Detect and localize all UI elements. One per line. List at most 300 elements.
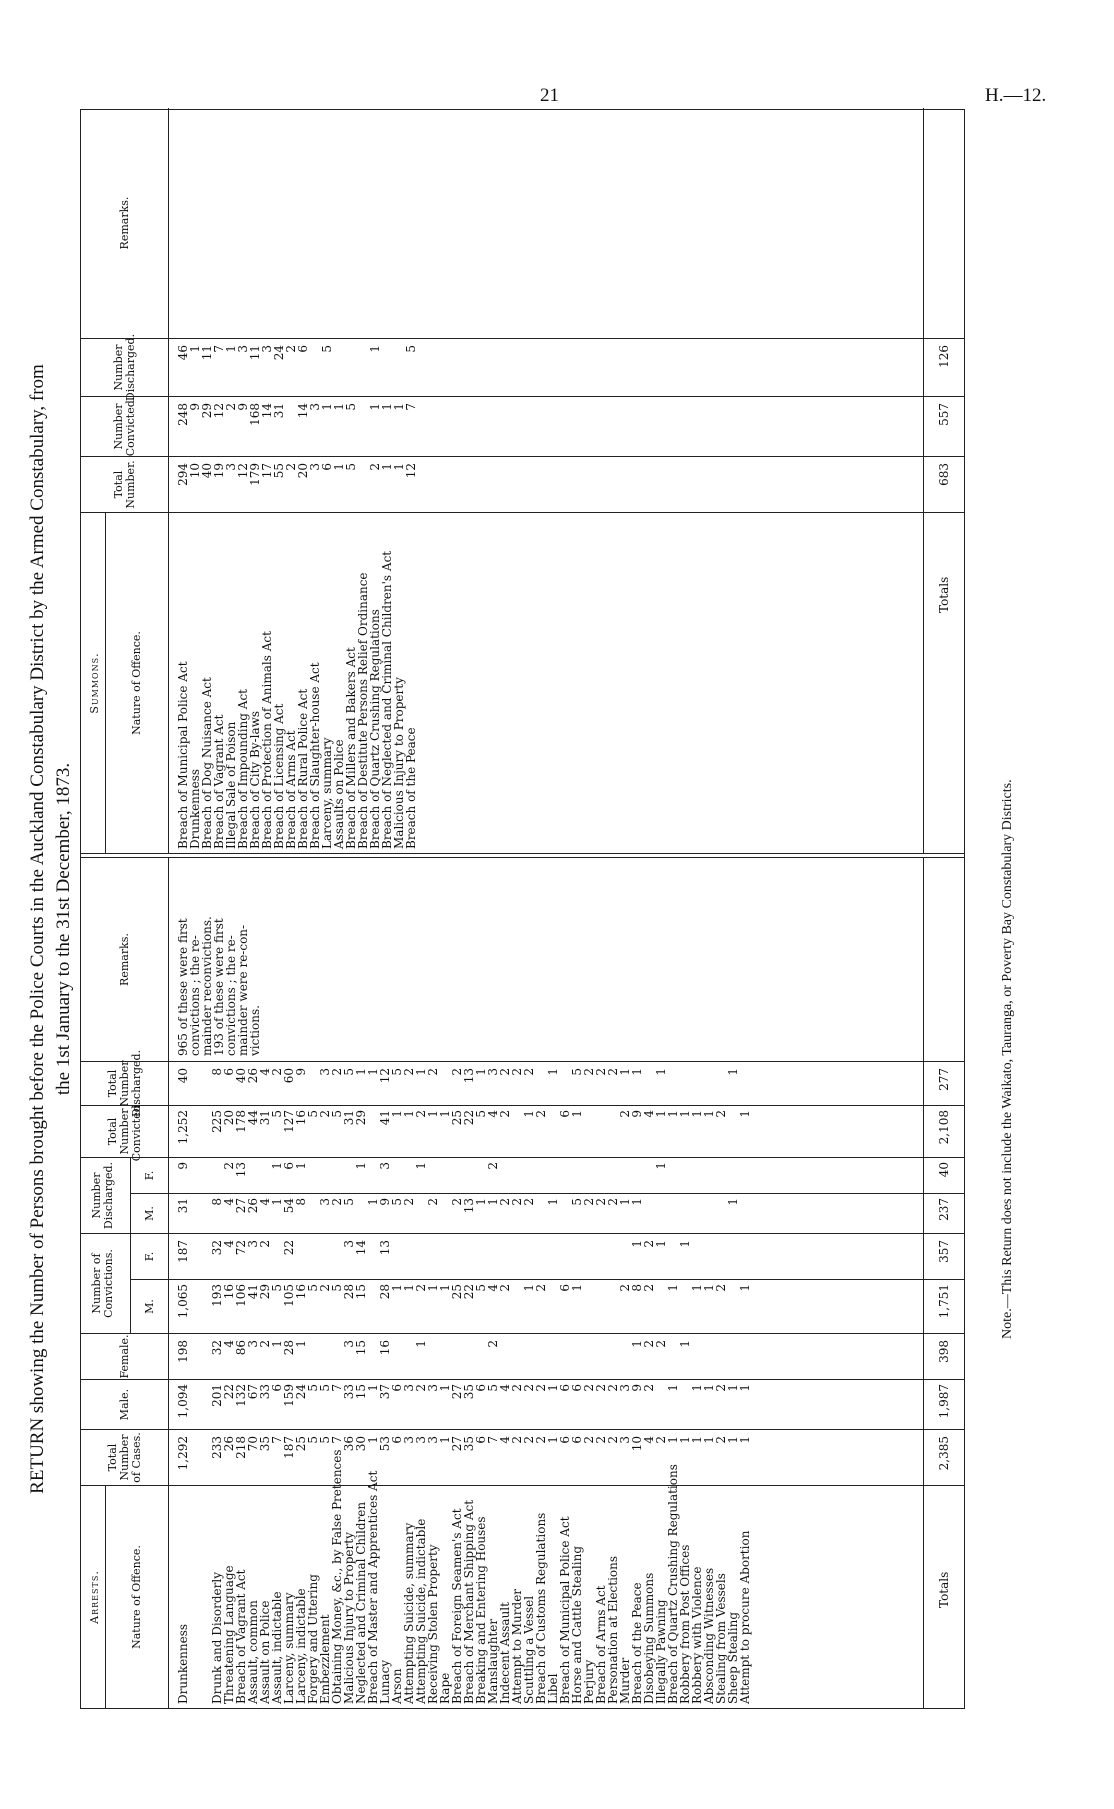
total-cases-cell: 27	[450, 1436, 464, 1452]
convictions-m-cell: 4	[486, 1284, 500, 1292]
discharged-m-cell: 2	[594, 1198, 608, 1206]
total-discharged-cell: 40	[176, 1068, 190, 1084]
offence-name: Breach of Destitute Persons Relief Ordinance	[356, 572, 370, 849]
summons-total-discharged: 126	[937, 345, 951, 368]
convictions-f-cell	[295, 1240, 307, 1280]
convictions-f-cell	[523, 1240, 535, 1280]
total-cases-cell: 7	[270, 1436, 284, 1444]
offence-name: Personation at Elections	[606, 1555, 620, 1704]
female-cell: 2	[642, 1340, 656, 1348]
convictions-f-cell: 22	[282, 1240, 296, 1256]
total-discharged-cell: 1	[654, 1068, 668, 1076]
total-discharged-cell: 40	[234, 1068, 248, 1084]
total-discharged-cell	[679, 1068, 691, 1106]
female-cell: 32	[210, 1340, 224, 1356]
summons-body	[169, 108, 964, 853]
offence-name: Larceny, indictable	[294, 1588, 308, 1704]
total-convicted-cell	[583, 1110, 595, 1158]
summons-total-total: 683	[937, 463, 951, 486]
offence-name: Murder	[618, 1657, 632, 1704]
offence-name: Drunk and Disorderly	[210, 1572, 224, 1704]
total-discharged-cell: 6	[222, 1068, 236, 1076]
male-cell: 1	[546, 1384, 560, 1392]
discharged-f-cell	[391, 1162, 403, 1194]
total-cases-cell: 10	[630, 1436, 644, 1452]
table-row	[607, 858, 619, 1708]
total-cases-cell: 1	[546, 1436, 560, 1444]
convictions-f-cell: 3	[342, 1240, 356, 1248]
offence-name: Breach of Municipal Police Act	[176, 661, 190, 849]
female-cell: 1	[678, 1340, 692, 1348]
summons-total-cell: 2	[284, 463, 298, 471]
summons-discharged-cell: 3	[236, 345, 250, 353]
convictions-f-cell: 14	[354, 1240, 368, 1256]
discharged-f-cell	[703, 1162, 715, 1194]
male-cell: 1,094	[176, 1384, 190, 1419]
offence-name: Perjury	[582, 1659, 596, 1704]
arrests-col-convictions: Number of Convictions.	[81, 1234, 131, 1334]
discharged-f-cell	[451, 1162, 463, 1194]
offence-name: Breach of Master and Apprentices Act	[366, 1470, 380, 1704]
total-convicted-cell: 2	[318, 1110, 332, 1118]
totals-label: Totals	[937, 576, 951, 613]
discharged-f-cell	[691, 1162, 703, 1194]
discharged-m-cell: 1	[366, 1198, 380, 1206]
total-convicted-cell: 5	[306, 1110, 320, 1118]
convictions-f-cell	[403, 1240, 415, 1280]
female-cell	[727, 1340, 739, 1380]
discharged-f-cell: 6	[282, 1162, 296, 1170]
summons-discharged-cell	[357, 345, 369, 397]
total-cases-cell: 4	[498, 1436, 512, 1444]
offence-name: Lunacy	[378, 1659, 392, 1704]
title-line-2: the 1st January to the 31st December, 1873.	[53, 762, 74, 1096]
offence-name: Attempting Suicide, indictable	[414, 1518, 428, 1704]
summons-total-cell: 1	[380, 463, 394, 471]
offence-name: Breach of Dog Nuisance Act	[200, 677, 214, 849]
female-cell: 4	[222, 1340, 236, 1348]
total-convicted-cell: 44	[246, 1110, 260, 1126]
total-convicted-cell: 16	[294, 1110, 308, 1126]
convictions-f-cell: 4	[222, 1240, 236, 1248]
summons-col-convicted: Number Convicted.	[81, 397, 168, 457]
convictions-f-cell	[415, 1240, 427, 1280]
total-cases-cell: 26	[222, 1436, 236, 1452]
summons-convicted-cell: 12	[212, 403, 226, 419]
total-discharged-cell: 2	[270, 1068, 284, 1076]
male-cell: 2	[414, 1384, 428, 1392]
discharged-f-cell	[511, 1162, 523, 1194]
total-cases-cell: 5	[318, 1436, 332, 1444]
convictions-f-cell: 32	[210, 1240, 224, 1256]
total-convicted-cell: 31	[258, 1110, 272, 1126]
convictions-m-cell: 41	[246, 1284, 260, 1300]
summons-convicted-cell: 9	[188, 403, 202, 411]
summons-totals-row	[923, 108, 964, 853]
offence-name: Drunkenness	[188, 768, 202, 849]
male-cell: 2	[642, 1384, 656, 1392]
offence-name: Breach of Impounding Act	[236, 689, 250, 849]
discharged-m-cell: 2	[498, 1198, 512, 1206]
offence-name: Breaking and Entering Houses	[474, 1516, 488, 1704]
offence-name: Breach of Neglected and Criminal Children's Act	[380, 550, 394, 849]
female-cell: 15	[354, 1340, 368, 1356]
female-cell	[511, 1340, 523, 1380]
convictions-m-cell: 2	[414, 1284, 428, 1292]
female-cell	[571, 1340, 583, 1380]
table-row	[405, 108, 417, 853]
discharged-m-cell: 4	[222, 1198, 236, 1206]
summons-col-nature: Nature of Offence.	[129, 631, 143, 735]
discharged-f-cell: 1	[270, 1162, 284, 1170]
offence-name: Manslaughter	[486, 1618, 500, 1704]
discharged-f-cell	[583, 1162, 595, 1194]
total-cases-cell: 3	[618, 1436, 632, 1444]
female-cell: 3	[246, 1340, 260, 1348]
rotated-return-page	[0, 109, 1040, 1809]
summons-col-remarks: Remarks.	[81, 108, 168, 339]
total-convicted-cell: 31	[342, 1110, 356, 1126]
discharged-f-cell: 2	[486, 1162, 500, 1170]
offence-name: Stealing from Vessels	[714, 1573, 728, 1704]
male-cell: 6	[558, 1384, 572, 1392]
summons-convicted-cell: 168	[248, 403, 262, 426]
discharged-f-cell: 3	[378, 1162, 392, 1170]
arrests-col-remarks: Remarks.	[81, 858, 168, 1062]
offence-name: Obtaining Money, &c., by False Pretences	[330, 1449, 344, 1704]
summons-total-cell: 5	[344, 463, 358, 471]
total-cases-cell: 1	[702, 1436, 716, 1444]
total-cases-cell: 2	[594, 1436, 608, 1444]
male-cell: 3	[426, 1384, 440, 1392]
convictions-m-cell: 28	[378, 1284, 392, 1300]
discharged-m-cell: 5	[342, 1198, 356, 1206]
male-cell: 22	[222, 1384, 236, 1400]
total-convicted-cell: 1	[426, 1110, 440, 1118]
total-convicted-cell: 1	[402, 1110, 416, 1118]
male-cell: 27	[450, 1384, 464, 1400]
discharged-f-cell: 1	[654, 1162, 668, 1170]
convictions-m-cell: 1	[690, 1284, 704, 1292]
convictions-f-cell: 2	[258, 1240, 272, 1248]
female-cell: 2	[486, 1340, 500, 1348]
total-convicted-cell: 2	[714, 1110, 728, 1118]
total-discharged-cell: 4	[258, 1068, 272, 1076]
offence-name: Assault, common	[246, 1600, 260, 1704]
offence-name: Breach of Protection of Animals Act	[260, 631, 274, 849]
total-cases-cell: 2	[714, 1436, 728, 1444]
table-row	[379, 858, 391, 1708]
convictions-m-cell: 28	[342, 1284, 356, 1300]
summons-section-label: Summons.	[85, 513, 106, 853]
arrests-remarks	[177, 916, 261, 1056]
offence-name: Illegally Pawning	[654, 1599, 668, 1704]
discharged-f-cell	[535, 1162, 547, 1194]
total-discharged-cell: 2	[594, 1068, 608, 1076]
convictions-m-cell: 5	[330, 1284, 344, 1292]
summons-discharged-cell: 5	[320, 345, 334, 353]
summons-total-cell: 294	[176, 463, 190, 486]
summons-discharged-cell: 3	[260, 345, 274, 353]
summons-discharged-cell: 1	[188, 345, 202, 353]
offence-name: Breach of City By-laws	[248, 710, 262, 849]
offence-name: Illegal Sale of Poison	[224, 721, 238, 849]
offence-name: Sheep Stealing	[726, 1611, 740, 1704]
table-row	[535, 858, 547, 1708]
discharged-f-cell	[595, 1162, 607, 1194]
male-cell: 132	[234, 1384, 248, 1407]
total-discharged-f: 40	[937, 1162, 951, 1178]
table-row	[715, 858, 727, 1708]
male-cell: 3	[618, 1384, 632, 1392]
discharged-m-cell: 1	[726, 1198, 740, 1206]
summons-discharged-cell	[345, 345, 357, 397]
summons-convicted-cell: 248	[176, 403, 190, 426]
discharged-m-cell: 9	[378, 1198, 392, 1206]
total-convicted-cell	[595, 1110, 607, 1158]
discharged-f-cell	[559, 1162, 571, 1194]
total-discharged-cell: 2	[582, 1068, 596, 1076]
summons-convicted-cell: 14	[296, 403, 310, 419]
convictions-f-cell: 3	[246, 1240, 260, 1248]
convictions-m-cell: 15	[354, 1284, 368, 1300]
discharged-m-cell	[703, 1198, 715, 1234]
summons-rows	[177, 108, 417, 853]
female-cell	[547, 1340, 559, 1380]
summons-discharged-cell: 11	[248, 345, 262, 361]
summons-discharged-cell: 1	[224, 345, 238, 353]
total-discharged-cell: 2	[426, 1068, 440, 1076]
table-row	[283, 858, 295, 1708]
offence-name: Breach of Quartz Crushing Regulations	[666, 1464, 680, 1704]
convictions-f-cell	[511, 1240, 523, 1280]
total-discharged-cell: 2	[330, 1068, 344, 1076]
male-cell: 1	[702, 1384, 716, 1392]
total-discharged-cell: 8	[210, 1068, 224, 1076]
offence-name: Libel	[546, 1673, 560, 1704]
total-discharged-cell	[703, 1068, 715, 1106]
summons-discharged-cell	[381, 345, 393, 397]
male-cell: 1	[438, 1384, 452, 1392]
summons-discharged-cell: 7	[212, 345, 226, 353]
summons-convicted-cell: 29	[200, 403, 214, 419]
table-row	[583, 858, 595, 1708]
total-cases-cell: 218	[234, 1436, 248, 1459]
convictions-f-cell: 72	[234, 1240, 248, 1256]
offence-name: Neglected and Criminal Children	[354, 1501, 368, 1704]
female-cell: 1	[270, 1340, 284, 1348]
offence-name: Larceny, summary	[282, 1592, 296, 1704]
female-cell	[451, 1340, 463, 1380]
discharged-m-cell	[679, 1198, 691, 1234]
summons-col-total: Total Number.	[81, 457, 168, 513]
total-cases-cell: 25	[294, 1436, 308, 1452]
female-cell	[703, 1340, 715, 1380]
total-cases-cell: 53	[378, 1436, 392, 1452]
total-cases-cell: 3	[414, 1436, 428, 1444]
total-discharged-cell: 1	[618, 1068, 632, 1076]
total-convictions-m: 1,751	[937, 1284, 951, 1319]
discharged-f-cell	[319, 1162, 331, 1194]
total-convicted-cell: 225	[210, 1110, 224, 1133]
male-cell: 7	[330, 1384, 344, 1392]
discharged-m-cell: 1	[618, 1198, 632, 1206]
total-total-discharged: 277	[937, 1068, 951, 1091]
summons-block	[81, 108, 964, 853]
discharged-m-cell	[691, 1198, 703, 1234]
convictions-m-cell: 2	[498, 1284, 512, 1292]
summons-discharged-cell	[309, 345, 321, 397]
summons-discharged-cell	[333, 345, 345, 397]
total-cases-cell: 7	[330, 1436, 344, 1444]
male-cell: 35	[462, 1384, 476, 1400]
total-discharged-cell: 1	[630, 1068, 644, 1076]
discharged-f-cell	[247, 1162, 259, 1194]
total-discharged-cell: 2	[522, 1068, 536, 1076]
total-convicted-cell: 25	[450, 1110, 464, 1126]
discharged-m-cell: 1	[270, 1198, 284, 1206]
discharged-f-cell: 9	[176, 1162, 190, 1170]
female-cell	[715, 1340, 727, 1380]
convictions-m-cell: 1,065	[176, 1284, 190, 1319]
summons-total-convicted: 557	[937, 403, 951, 426]
female-cell	[535, 1340, 547, 1380]
page-code: H.—12.	[985, 85, 1047, 106]
convictions-m-cell: 1	[570, 1284, 584, 1292]
total-discharged-cell: 12	[378, 1068, 392, 1084]
total-convicted-cell: 29	[354, 1110, 368, 1126]
discharged-m-cell: 8	[294, 1198, 308, 1206]
summons-total-cell: 179	[248, 463, 262, 486]
total-cases-cell: 2	[522, 1436, 536, 1444]
summons-total-cell: 20	[296, 463, 310, 479]
convictions-f-cell	[319, 1240, 331, 1280]
total-cases-cell: 36	[342, 1436, 356, 1452]
male-cell: 6	[390, 1384, 404, 1392]
total-cases-cell: 6	[390, 1436, 404, 1444]
offence-name: Assaults on Police	[332, 739, 346, 849]
convictions-m-cell: 106	[234, 1284, 248, 1307]
footnote: Note.—This Return does not include the Waikato, Tauranga, or Poverty Bay Constabulary Districts.	[1000, 779, 1015, 1339]
total-convicted-cell: 1	[390, 1110, 404, 1118]
total-convicted-cell: 6	[558, 1110, 572, 1118]
table-row	[619, 858, 631, 1708]
discharged-m-cell: 1	[630, 1198, 644, 1206]
total-convicted-cell: 127	[282, 1110, 296, 1133]
summons-discharged-cell: 5	[404, 345, 418, 353]
convictions-m-cell: 1	[702, 1284, 716, 1292]
male-cell: 2	[522, 1384, 536, 1392]
table-row	[499, 858, 511, 1708]
summons-convicted-cell: 1	[320, 403, 334, 411]
discharged-f-cell	[667, 1162, 679, 1194]
discharged-m-cell: 2	[402, 1198, 416, 1206]
discharged-f-cell: 13	[234, 1162, 248, 1178]
convictions-m-cell: 8	[630, 1284, 644, 1292]
summons-convicted-cell: 5	[344, 403, 358, 411]
male-cell: 2	[594, 1384, 608, 1392]
convictions-m-cell	[595, 1284, 607, 1334]
total-convicted-cell: 4	[642, 1110, 656, 1118]
total-cases-cell: 1	[666, 1436, 680, 1444]
total-cases-cell: 5	[306, 1436, 320, 1444]
offence-name: Horse and Cattle Stealing	[570, 1546, 584, 1704]
table-row	[475, 858, 487, 1708]
convictions-f-cell	[607, 1240, 619, 1280]
arrests-col-discharged: Number Discharged.	[81, 1158, 131, 1234]
discharged-f-cell	[307, 1162, 319, 1194]
title-line-1: RETURN showing the Number of Persons brought before the Police Courts in the Auckland Constabulary District by the Armed Constabulary, from	[27, 364, 48, 1494]
discharged-f-cell: 1	[294, 1162, 308, 1170]
offence-name: Larceny, summary	[320, 737, 334, 849]
male-cell: 33	[258, 1384, 272, 1400]
offence-name: Breach of Vagrant Act	[212, 714, 226, 849]
total-discharged-cell: 5	[342, 1068, 356, 1076]
total-discharged-cell: 1	[414, 1068, 428, 1076]
male-cell: 1	[690, 1384, 704, 1392]
offence-name: Breach of Licensing Act	[272, 703, 286, 849]
male-cell: 1	[666, 1384, 680, 1392]
discharged-f-cell	[331, 1162, 343, 1194]
summons-total-cell: 3	[224, 463, 238, 471]
totals-label: Totals	[937, 1571, 951, 1608]
male-cell: 159	[282, 1384, 296, 1407]
offence-name: Breach of the Peace	[404, 727, 418, 849]
total-convicted-cell: 2	[534, 1110, 548, 1118]
total-convicted-cell: 178	[234, 1110, 248, 1133]
convictions-m-cell: 6	[558, 1284, 572, 1292]
total-male: 1,987	[937, 1384, 951, 1419]
discharged-f-cell	[463, 1162, 475, 1194]
summons-total-cell: 12	[404, 463, 418, 479]
convictions-m-cell: 1	[390, 1284, 404, 1292]
female-cell	[499, 1340, 511, 1380]
total-cases-cell: 1	[438, 1436, 452, 1444]
summons-convicted-cell: 1	[392, 403, 406, 411]
female-cell: 1	[630, 1340, 644, 1348]
discharged-f-cell	[607, 1162, 619, 1194]
female-cell: 1	[414, 1340, 428, 1348]
convictions-m-cell: 5	[474, 1284, 488, 1292]
summons-total-cell: 12	[236, 463, 250, 479]
discharged-m-cell: 2	[582, 1198, 596, 1206]
total-cases-cell: 6	[474, 1436, 488, 1444]
total-cases-cell: 1	[726, 1436, 740, 1444]
convictions-f-cell	[487, 1240, 499, 1280]
arrests-header	[81, 858, 169, 1708]
convictions-m-cell: 29	[258, 1284, 272, 1300]
discharged-f-cell	[679, 1162, 691, 1194]
male-cell: 2	[714, 1384, 728, 1392]
total-discharged-cell: 2	[510, 1068, 524, 1076]
offence-name: Breach of Arms Act	[284, 730, 298, 849]
discharged-f-cell	[619, 1162, 631, 1194]
convictions-f-cell: 187	[176, 1240, 190, 1263]
discharged-m-header: M.	[131, 1194, 168, 1234]
summons-header	[81, 108, 169, 853]
summons-convicted-cell: 14	[260, 403, 274, 419]
total-convicted-cell: 2	[498, 1110, 512, 1118]
convictions-m-cell: 1	[666, 1284, 680, 1292]
convictions-f-cell	[691, 1240, 703, 1280]
convictions-f-cell	[535, 1240, 547, 1280]
discharged-m-cell: 31	[176, 1198, 190, 1214]
summons-discharged-cell: 11	[200, 345, 214, 361]
convictions-f-cell	[451, 1240, 463, 1280]
female-cell: 16	[378, 1340, 392, 1356]
female-cell: 2	[654, 1340, 668, 1348]
convictions-m-cell	[583, 1284, 595, 1334]
